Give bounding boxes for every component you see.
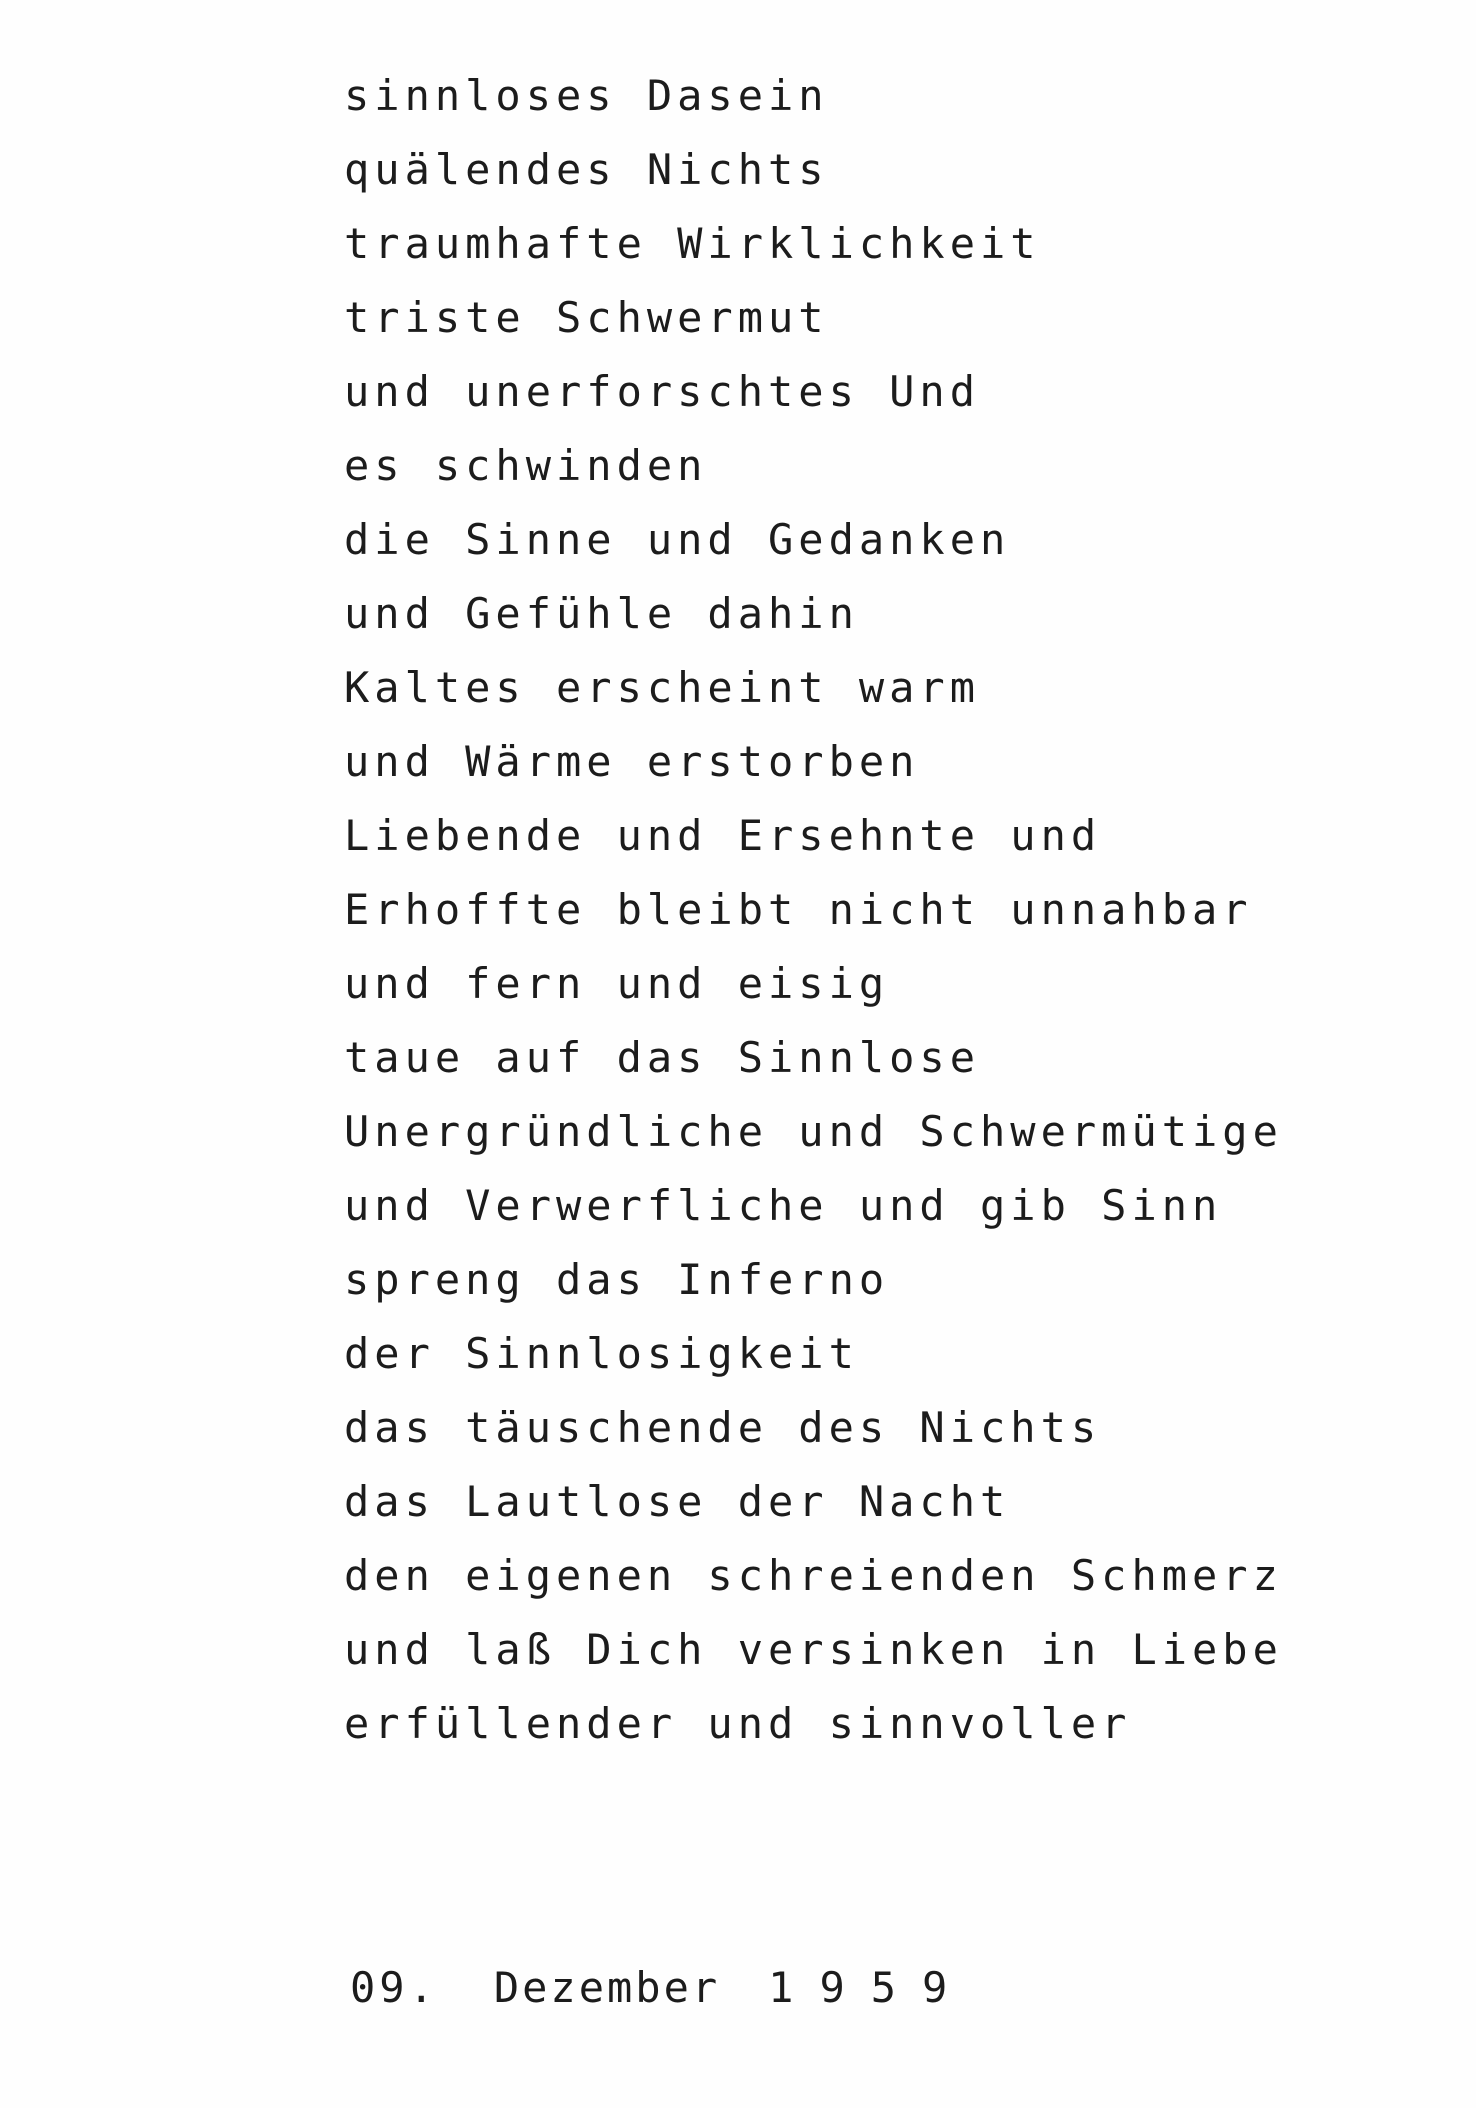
poem-line: triste Schwermut <box>344 293 829 342</box>
date-month: Dezember <box>493 1963 721 2012</box>
poem-line: der Sinnlosigkeit <box>344 1329 859 1378</box>
poem-line: Erhoffte bleibt nicht unnahbar <box>344 885 1253 934</box>
poem-line: und laß Dich versinken in Liebe <box>344 1625 1283 1674</box>
poem-line: erfüllender und sinnvoller <box>344 1699 1132 1748</box>
poem-line: Unergründliche und Schwermütige <box>344 1107 1283 1156</box>
date-line <box>350 1958 973 2018</box>
poem-text <box>344 66 1283 1768</box>
poem-line: und fern und eisig <box>344 959 890 1008</box>
poem-line: quälendes Nichts <box>344 145 829 194</box>
poem-line: und Verwerfliche und gib Sinn <box>344 1181 1223 1230</box>
poem-line: die Sinne und Gedanken <box>344 515 1011 564</box>
date-day: 09. <box>350 1963 438 2012</box>
date-year: 1959 <box>768 1963 974 2012</box>
poem-line: und Wärme erstorben <box>344 737 920 786</box>
poem-line: das täuschende des Nichts <box>344 1403 1102 1452</box>
poem-line: spreng das Inferno <box>344 1255 890 1304</box>
poem-line: den eigenen schreienden Schmerz <box>344 1551 1283 1600</box>
poem-line: Kaltes erscheint warm <box>344 663 981 712</box>
poem-line: taue auf das Sinnlose <box>344 1033 981 1082</box>
poem-line: Liebende und Ersehnte und <box>344 811 1102 860</box>
poem-line: das Lautlose der Nacht <box>344 1477 1011 1526</box>
poem-line: es schwinden <box>344 441 708 490</box>
poem-line: traumhafte Wirklichkeit <box>344 219 1041 268</box>
poem-line: sinnloses Dasein <box>344 71 829 120</box>
poem-line: und Gefühle dahin <box>344 589 859 638</box>
poem-line: und unerforschtes Und <box>344 367 981 416</box>
